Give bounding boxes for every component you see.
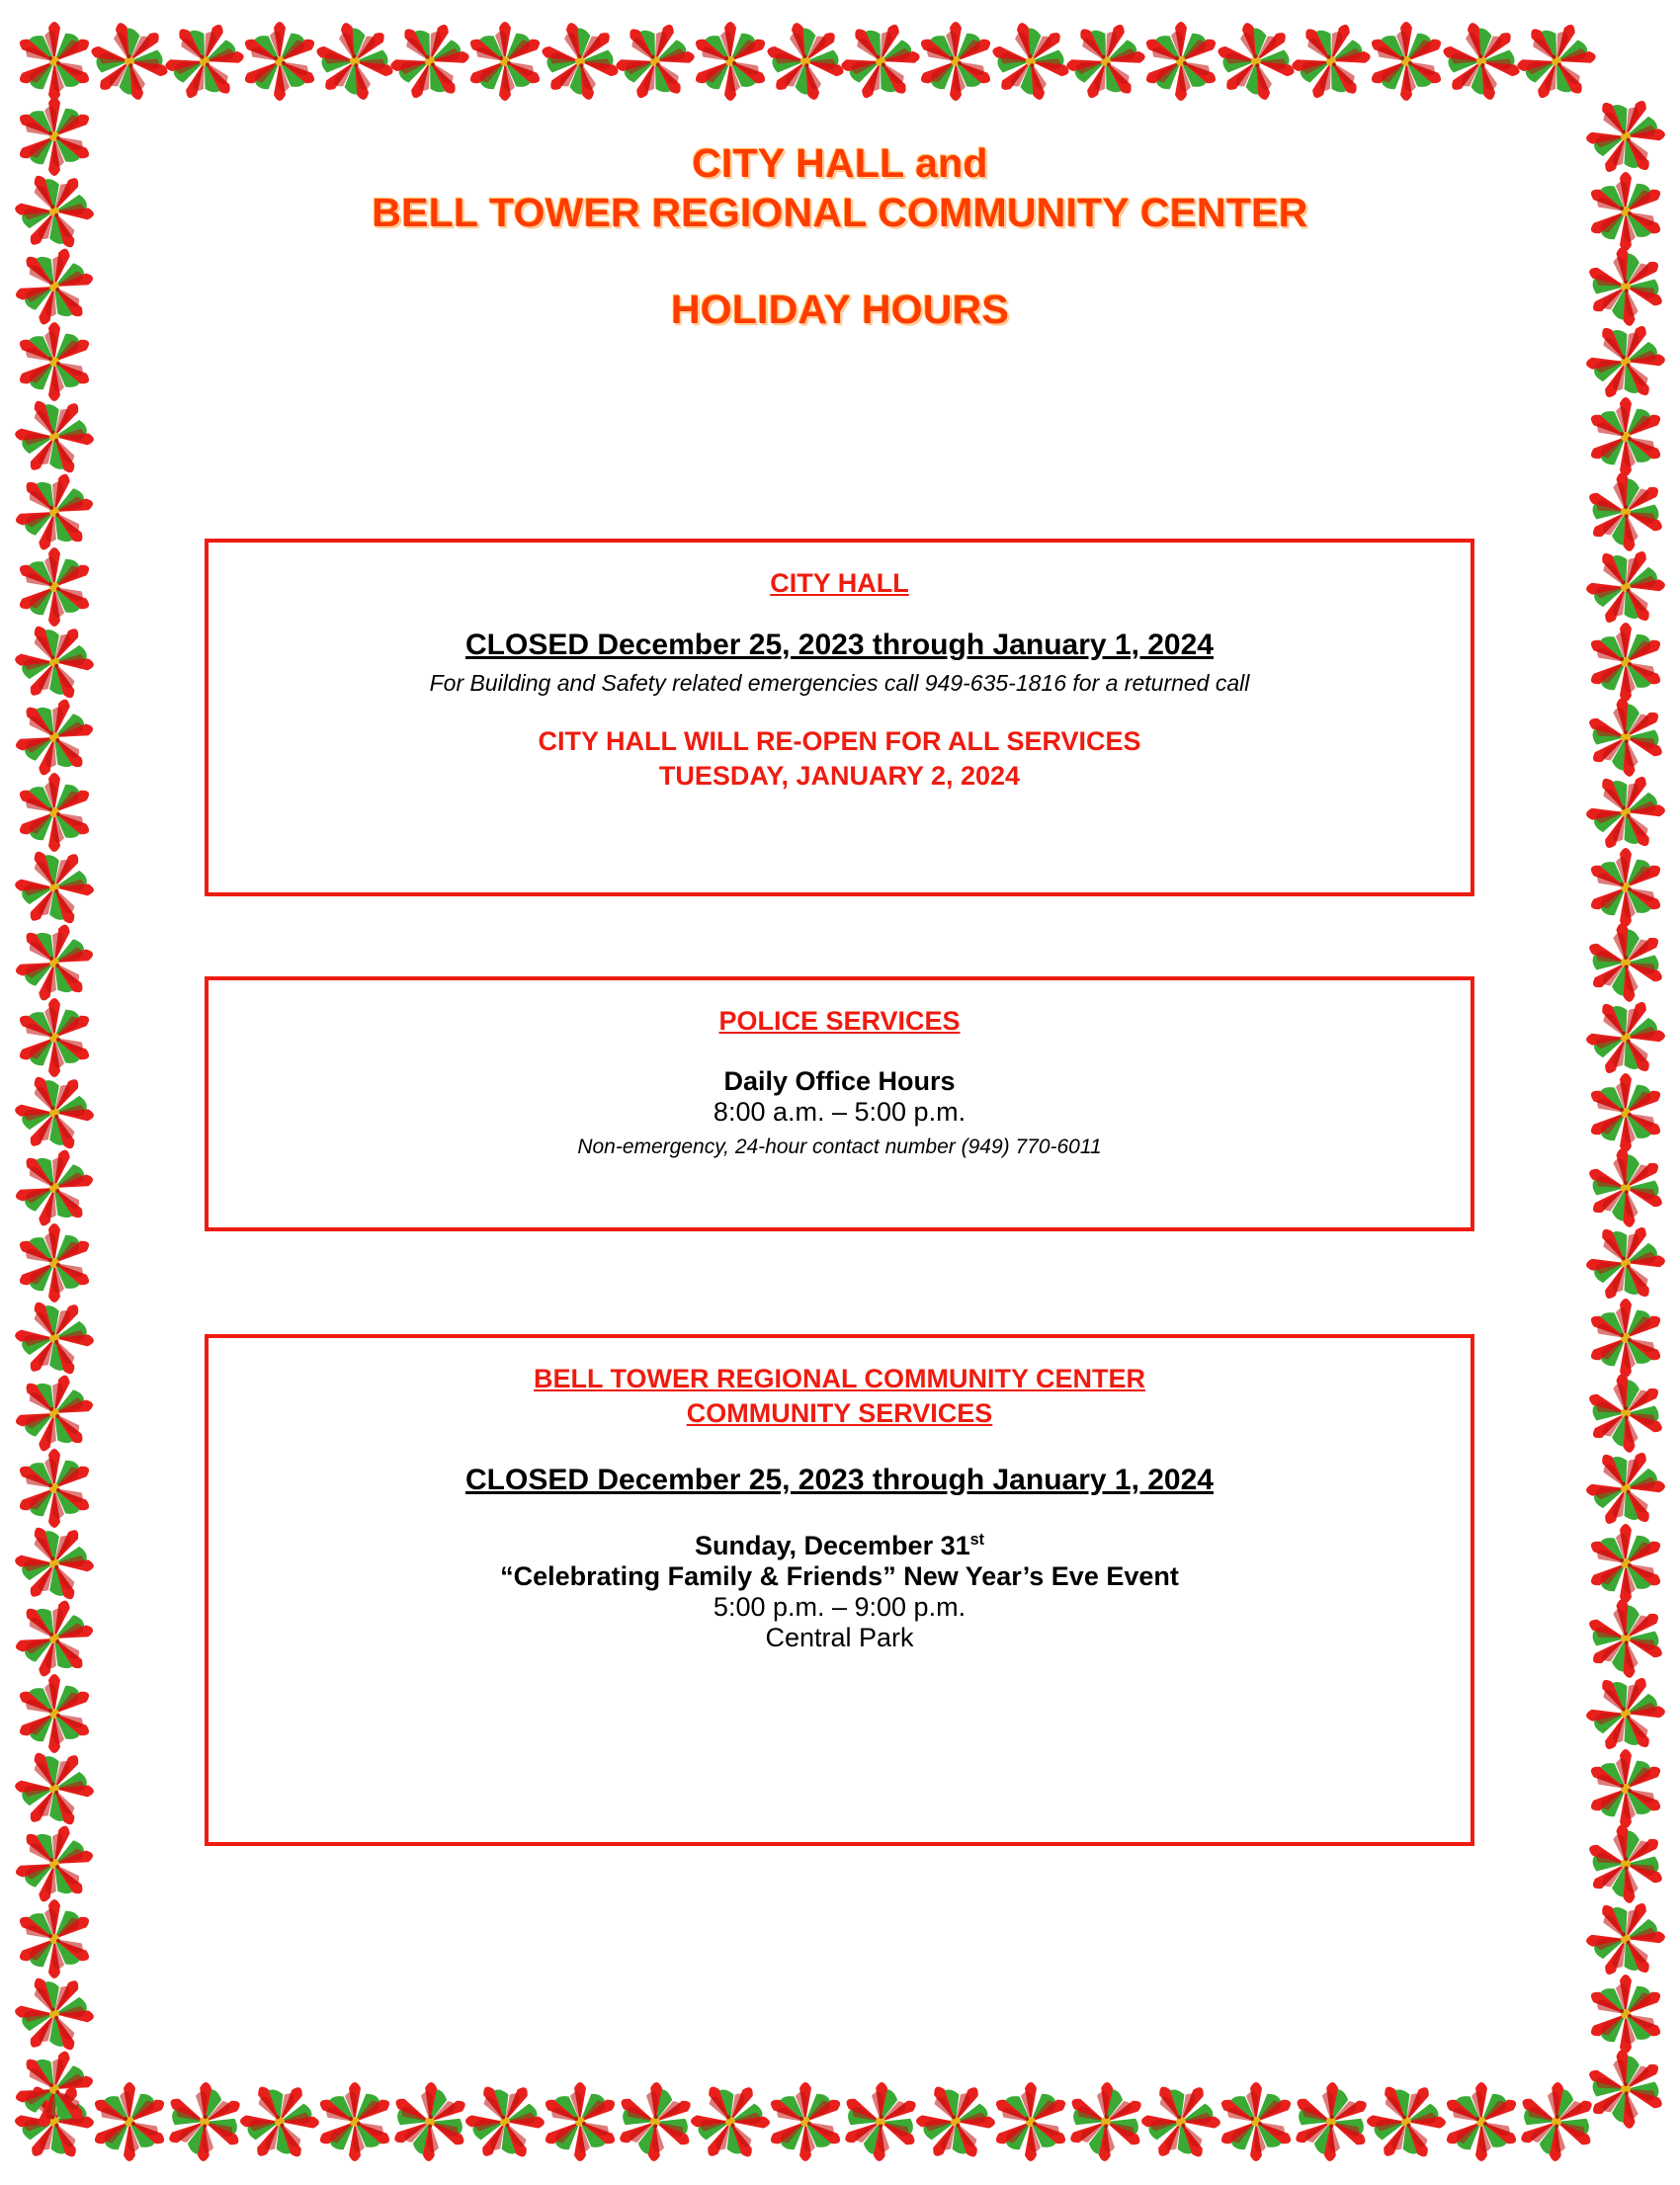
poinsettia-icon: [7, 314, 102, 409]
poinsettia-icon: [7, 915, 102, 1010]
title-line-2: BELL TOWER REGIONAL COMMUNITY CENTER: [372, 190, 1308, 236]
title-line-1: CITY HALL and: [692, 140, 988, 186]
poinsettia-icon: [232, 14, 327, 109]
poinsettia-icon: [7, 1216, 102, 1310]
poinsettia-icon: [7, 1065, 102, 1160]
poinsettia-icon: [458, 14, 552, 109]
poinsettia-icon: [458, 2074, 552, 2169]
poinsettia-icon: [7, 1666, 102, 1761]
poinsettia-icon: [533, 2074, 628, 2169]
poinsettia-icon: [1284, 14, 1379, 109]
poinsettia-icon: [7, 389, 102, 484]
event-date-prefix: Sunday, December 31: [694, 1531, 970, 1561]
poinsettia-icon: [1578, 1441, 1673, 1536]
page-title: [119, 138, 1561, 334]
poinsettia-icon: [1434, 14, 1529, 109]
poinsettia-icon: [7, 1291, 102, 1386]
poinsettia-icon: [157, 2074, 252, 2169]
poinsettia-icon: [1058, 14, 1153, 109]
poinsettia-icon: [7, 1741, 102, 1836]
poinsettia-icon: [82, 2074, 177, 2169]
poinsettia-icon: [1578, 464, 1673, 559]
poinsettia-icon: [1578, 1891, 1673, 1986]
poinsettia-icon: [1578, 239, 1673, 334]
poinsettia-icon: [7, 840, 102, 935]
poinsettia-icon: [7, 464, 102, 559]
poinsettia-icon: [1578, 1366, 1673, 1461]
police-hours-label: Daily Office Hours: [723, 1065, 956, 1096]
poinsettia-icon: [1578, 840, 1673, 935]
poinsettia-icon: [1209, 2074, 1303, 2169]
poinsettia-icon: [7, 1441, 102, 1536]
poinsettia-icon: [1134, 2074, 1228, 2169]
poinsettia-icon: [983, 2074, 1078, 2169]
poinsettia-icon: [1578, 1967, 1673, 2061]
city-hall-closed-notice: CLOSED December 25, 2023 through January 1, 2024: [465, 628, 1214, 661]
city-hall-reopen-line-1: CITY HALL WILL RE-OPEN FOR ALL SERVICES: [538, 725, 1141, 756]
bell-tower-event-location: Central Park: [765, 1623, 914, 1653]
poinsettia-icon: [7, 990, 102, 1085]
poinsettia-icon: [1578, 1140, 1673, 1235]
poinsettia-icon: [1578, 615, 1673, 710]
poinsettia-icon: [608, 2074, 703, 2169]
poinsettia-icon: [7, 2042, 102, 2137]
poinsettia-icon: [382, 2074, 477, 2169]
poinsettia-icon: [307, 14, 402, 109]
poinsettia-icon: [908, 2074, 1003, 2169]
poinsettia-icon: [1578, 1666, 1673, 1761]
poinsettia-icon: [1578, 89, 1673, 184]
poinsettia-icon: [307, 2074, 402, 2169]
poinsettia-icon: [7, 690, 102, 785]
poinsettia-icon: [1578, 1516, 1673, 1611]
poinsettia-icon: [7, 1816, 102, 1911]
poinsettia-icon: [7, 540, 102, 634]
bell-tower-heading-line-1: BELL TOWER REGIONAL COMMUNITY CENTER: [533, 1364, 1146, 1393]
poinsettia-icon: [1578, 389, 1673, 484]
poinsettia-icon: [683, 14, 778, 109]
police-hours-value: 8:00 a.m. – 5:00 p.m.: [713, 1096, 966, 1127]
poinsettia-icon: [157, 14, 252, 109]
city-hall-section: [205, 539, 1474, 896]
poinsettia-icon: [1578, 1741, 1673, 1836]
poinsettia-icon: [1578, 1065, 1673, 1160]
poinsettia-icon: [758, 14, 853, 109]
poinsettia-icon: [7, 1591, 102, 1686]
poinsettia-icon: [7, 1366, 102, 1461]
poinsettia-icon: [7, 89, 102, 184]
city-hall-heading: CITY HALL: [770, 568, 909, 598]
poinsettia-icon: [7, 615, 102, 710]
poinsettia-icon: [7, 164, 102, 259]
poinsettia-icon: [7, 1967, 102, 2061]
poinsettia-icon: [1359, 2074, 1454, 2169]
poinsettia-icon: [1578, 1291, 1673, 1386]
poinsettia-icon: [1578, 690, 1673, 785]
poinsettia-icon: [1578, 990, 1673, 1085]
poinsettia-icon: [533, 14, 628, 109]
poinsettia-icon: [1284, 2074, 1379, 2169]
poinsettia-icon: [7, 1891, 102, 1986]
city-hall-emergency-note: For Building and Safety related emergencies call 949-635-1816 for a returned call: [429, 669, 1250, 696]
poinsettia-icon: [833, 2074, 928, 2169]
poinsettia-icon: [1578, 1216, 1673, 1310]
police-services-section: [205, 976, 1474, 1231]
poinsettia-icon: [1578, 540, 1673, 634]
poinsettia-icon: [1209, 14, 1303, 109]
event-date-suffix: st: [969, 1531, 985, 1550]
bell-tower-event-name: “Celebrating Family & Friends” New Year’s Eve Event: [500, 1561, 1179, 1592]
poinsettia-icon: [7, 14, 102, 109]
bell-tower-closed-notice: CLOSED December 25, 2023 through January 1, 2024: [465, 1464, 1214, 1497]
poinsettia-icon: [983, 14, 1078, 109]
poinsettia-icon: [1509, 14, 1604, 109]
poinsettia-icon: [7, 2074, 102, 2169]
poinsettia-icon: [1434, 2074, 1529, 2169]
poinsettia-icon: [1058, 2074, 1153, 2169]
poinsettia-icon: [7, 1140, 102, 1235]
poinsettia-icon: [608, 14, 703, 109]
poinsettia-icon: [382, 14, 477, 109]
poinsettia-icon: [7, 1516, 102, 1611]
bell-tower-event-date: [226, 1531, 1453, 1561]
police-non-emergency-note: Non-emergency, 24-hour contact number (949) 770-6011: [577, 1135, 1102, 1158]
poinsettia-icon: [683, 2074, 778, 2169]
city-hall-reopen-line-2: TUESDAY, JANUARY 2, 2024: [658, 760, 1021, 791]
poinsettia-icon: [232, 2074, 327, 2169]
poinsettia-icon: [1578, 164, 1673, 259]
poinsettia-icon: [1578, 915, 1673, 1010]
bell-tower-event-time: 5:00 p.m. – 9:00 p.m.: [713, 1592, 966, 1623]
poinsettia-icon: [7, 239, 102, 334]
poinsettia-icon: [1359, 14, 1454, 109]
poinsettia-icon: [1578, 2042, 1673, 2137]
poinsettia-icon: [1578, 314, 1673, 409]
poinsettia-icon: [833, 14, 928, 109]
poinsettia-icon: [1578, 765, 1673, 860]
poinsettia-icon: [908, 14, 1003, 109]
poinsettia-icon: [82, 14, 177, 109]
title-line-3: HOLIDAY HOURS: [670, 287, 1010, 333]
poinsettia-icon: [1578, 1816, 1673, 1911]
poinsettia-icon: [7, 765, 102, 860]
bell-tower-section: [205, 1334, 1474, 1846]
poinsettia-icon: [1134, 14, 1228, 109]
poinsettia-icon: [1578, 1591, 1673, 1686]
poinsettia-icon: [1509, 2074, 1604, 2169]
police-heading: POLICE SERVICES: [718, 1006, 961, 1036]
bell-tower-heading-line-2: COMMUNITY SERVICES: [686, 1397, 993, 1428]
poinsettia-icon: [758, 2074, 853, 2169]
